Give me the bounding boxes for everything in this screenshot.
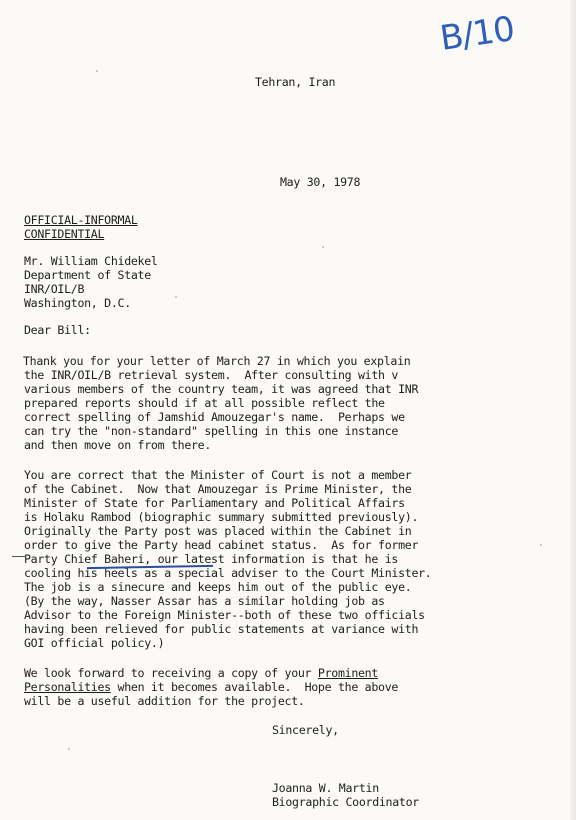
letter-date: May 30, 1978 <box>280 175 361 189</box>
paragraph2-line: GOI official policy.) <box>24 636 165 650</box>
paragraph2-line: You are correct that the Minister of Court is not a member <box>24 468 412 482</box>
salutation: Dear Bill: <box>24 323 91 337</box>
paragraph2-line: cooling his heels as a special adviser to the Court Minister. <box>24 566 432 580</box>
scan-speck <box>322 246 324 248</box>
handwritten-file-annotation: B/10 <box>437 9 517 59</box>
paragraph1-line: can try the "non-standard" spelling in this one instance <box>24 424 399 438</box>
paragraph1-line: correct spelling of Jamshid Amouzegar's name. Perhaps we <box>24 410 405 424</box>
recipient-name: Mr. William Chidekel <box>24 254 158 268</box>
scan-speck <box>175 296 177 298</box>
recipient-department: Department of State <box>24 268 151 282</box>
paragraph3-line: will be a useful addition for the project. <box>24 694 305 708</box>
paragraph1-line: Thank you for your letter of March 27 in which you explain <box>23 354 411 368</box>
paragraph1-line: and then move on from there. <box>24 438 212 452</box>
recipient-city: Washington, D.C. <box>24 296 131 310</box>
signature-name: Joanna W. Martin <box>272 781 379 795</box>
publication-title-part1: Prominent <box>317 666 379 680</box>
signature-title: Biographic Coordinator <box>272 795 419 809</box>
paragraph1-line: prepared reports should if at all possible reflect the <box>24 396 385 410</box>
paragraph2-line: Minister of State for Parliamentary and Political Affairs <box>24 496 405 510</box>
paragraph2-line: is Holaku Rambod (biographic summary submitted previously). <box>24 510 419 524</box>
scan-edge <box>570 0 576 820</box>
paragraph3-line <box>24 667 378 679</box>
classification-line-1: OFFICIAL-INFORMAL <box>24 213 138 227</box>
paragraph2-line: having been relieved for public statements at variance with <box>24 622 419 636</box>
paragraph2-line: Originally the Party post was placed within the Cabinet in <box>24 524 412 538</box>
paragraph1-line: various members of the country team, it was agreed that INR <box>24 382 419 396</box>
classification-line-2: CONFIDENTIAL <box>24 227 105 241</box>
paragraph1-line: the INR/OIL/B retrieval system. After consulting with v <box>24 368 399 382</box>
paragraph2-line: (By the way, Nasser Assar has a similar holding job as <box>24 594 385 608</box>
scan-speck <box>68 748 70 750</box>
letter-location: Tehran, Iran <box>255 75 336 89</box>
paragraph3-line <box>24 681 398 693</box>
paragraph2-line: The job is a sinecure and keeps him out of the public eye. <box>24 580 412 594</box>
scan-speck <box>96 70 98 72</box>
paragraph2-line: Party Chief Baheri, our latest information is that he is <box>24 552 399 566</box>
margin-mark <box>12 556 26 557</box>
paragraph2-line: of the Cabinet. Now that Amouzegar is Prime Minister, the <box>24 482 412 496</box>
publication-title-part2: Personalities <box>24 680 111 694</box>
paragraph3-text: We look forward to receiving a copy of your <box>24 666 318 680</box>
paragraph3-text: when it becomes available. Hope the above <box>110 680 399 694</box>
closing: Sincerely, <box>272 723 339 737</box>
paragraph2-line: Advisor to the Foreign Minister--both of these two officials <box>24 608 425 622</box>
scan-speck <box>540 544 542 546</box>
recipient-office: INR/OIL/B <box>24 282 85 296</box>
paragraph2-line: order to give the Party head cabinet status. As for former <box>24 538 419 552</box>
